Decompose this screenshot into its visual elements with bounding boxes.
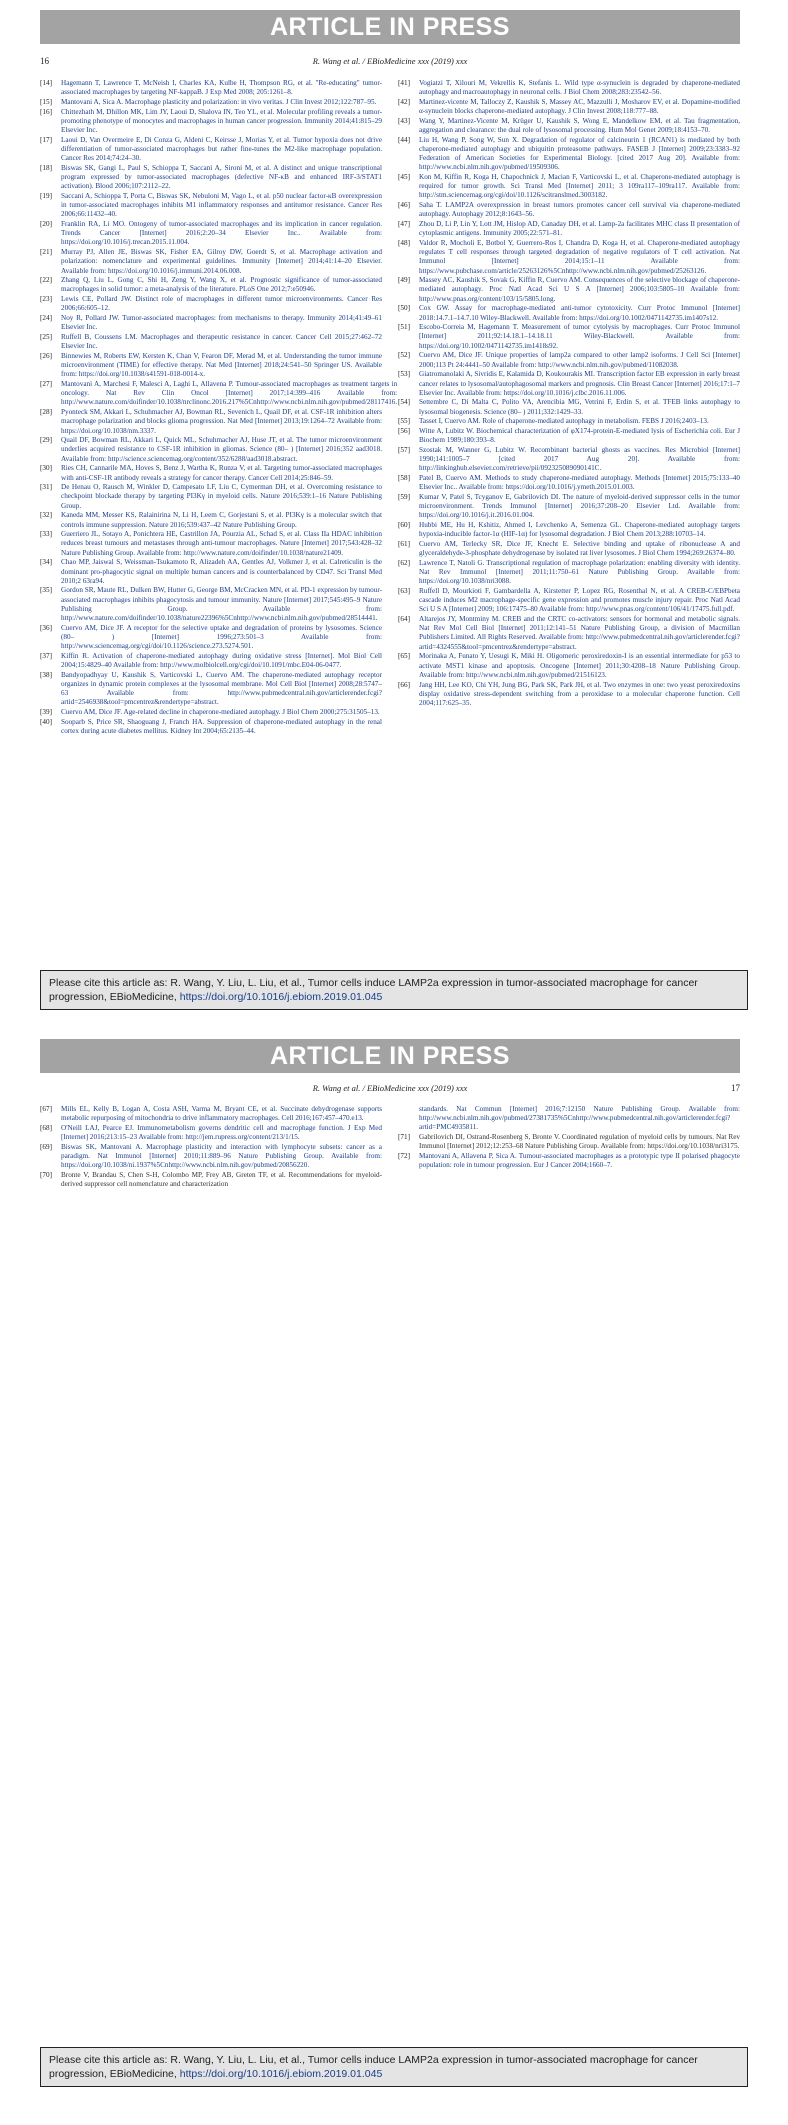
reference-entry[interactable]: [40, 276, 382, 294]
reference-entry[interactable]: [40, 511, 382, 529]
reference-entry[interactable]: [40, 333, 382, 351]
reference-text[interactable]: Sooparb S, Price SR, Shaoguang J, Franch HA. Suppression of chaperone-mediated autophagy in the renal cortex during acute diabetes mellitus. Kidney Int 2004;65:2135–44.: [61, 717, 382, 736]
reference-text[interactable]: Bandyopadhyay U, Kaushik S, Varticovski L, Cuervo AM. The chaperone-mediated autophagy receptor organizes in dynamic protein complexes at the lysosomal membrane. Mol Cell Biol [Internet] 2008;28:5747–63 Available from: http://www.pubmedcentral.nih.gov/articlerender.fcgi?artid=2546938&tool=pmcentrez&rendertype=abstract.: [61, 670, 382, 707]
reference-text[interactable]: Murray PJ, Allen JE, Biswas SK, Fisher EA, Gilroy DW, Goerdt S, et al. Macrophage activation and polarization: nomenclature and experimental guidelines. Immunity [Internet] 2014;41:14–20 Elsevier. Available from: https://doi.org/10.1016/j.immuni.2014.06.008.: [61, 248, 382, 275]
reference-text[interactable]: Patel B, Cuervo AM. Methods to study chaperone-mediated autophagy. Methods [Internet] 2015;75:133–40 Elsevier Inc.. Available from: https://doi.org/10.1016/j.ymeth.2015.01.003.: [419, 474, 740, 492]
reference-text[interactable]: Hubbi ME, Hu H, Kshitiz, Ahmed I, Levchenko A, Semenza GL. Chaperone-mediated autophagy targets hypoxia-inducible factor-1α (HIF-1α) for lysosomal degradation. J Biol Chem 2013;288:10703–14.: [419, 521, 740, 539]
reference-number: [54]: [398, 398, 410, 407]
reference-text[interactable]: Chao MP, Jaiswal S, Weissman-Tsukamoto R, Alizadeh AA, Gentles AJ, Volkmer J, et al. Calreticulin is the dominant pro-phagocytic signal on multiple human cancers and is counterbalanced by CD47. Sci Transl Med 2010;2 63ra94.: [61, 558, 382, 585]
reference-text[interactable]: Franklin RA, Li MO. Ontogeny of tumor-associated macrophages and its implication in cancer regulation. Trends Cancer [Internet] 2016;2:20–34 Elsevier Inc.. Available from: https://doi.org/10.1016/j.trecan.2015.11.004.: [61, 220, 382, 247]
reference-text[interactable]: Mantovani A, Sica A. Macrophage plasticity and polarization: in vivo veritas. J Clin Invest 2012;122:787–95.: [61, 97, 377, 106]
citation-box: [40, 970, 748, 1010]
reference-text[interactable]: Noy R, Pollard JW. Tumor-associated macrophages: from mechanisms to therapy. Immunity 2014;41:49–61 Elsevier Inc.: [61, 314, 382, 332]
reference-number: [63]: [398, 586, 410, 595]
reference-text[interactable]: Kon M, Kiffin R, Koga H, Chapochnick J, Macian F, Varticovski L, et al. Chaperone-mediated autophagy is required for tumor growth. Sci Transl Med [Internet] 2011; 3 109ra117–109ra117. Available from: http://stm.sciencemag.org/cgi/doi/10.1126/scitranslmed.3003182.: [419, 173, 740, 200]
reference-text[interactable]: Kaneda MM, Messer KS, Ralainirina N, Li H, Leem C, Gorjestani S, et al. PI3Kγ is a molecular switch that controls immune suppression. Nature 2016;539:437–42 Nature Publishing Group.: [61, 511, 382, 529]
reference-text[interactable]: De Henau O, Rausch M, Winkler D, Campesato LF, Liu C, Cymerman DH, et al. Overcoming resistance to checkpoint blockade therapy by targeting PI3Kγ in myeloid cells. Nature 2016;539:1–16 Nature Publishing Group.: [61, 483, 382, 510]
reference-text[interactable]: Vogiatzi T, Xilouri M, Vekrellis K, Stefanis L. Wild type α-synuclein is degraded by chaperone-mediated autophagy and macroautophagy in neuronal cells. J Biol Chem 2008;283:23542–56.: [419, 79, 740, 97]
reference-number: [68]: [40, 1123, 52, 1132]
reference-number: [15]: [40, 97, 52, 106]
reference-number: [56]: [398, 427, 410, 436]
reference-entry[interactable]: [40, 718, 382, 736]
reference-text[interactable]: Giatromanolaki A, Sivridis E, Kalamida D, Koukourakis MI. Transcription factor EB expression in early breast cancer relates to lysosomal/autophagosomal markers and prognosis. Clin Breast Cancer [Internet] 2016;17:1–7 Elsevier Inc. Available from: https://doi.org/10.1016/j.clbc.2016.11.006.: [419, 370, 740, 397]
reference-number: [58]: [398, 474, 410, 483]
reference-text[interactable]: Bronte V, Brandau S, Chen S-H, Colombo MP, Frey AB, Greten TF, et al. Recommendations for myeloid-derived suppressor cell nomenclature and characterization: [61, 1170, 382, 1189]
reference-entry[interactable]: [398, 98, 740, 116]
reference-text[interactable]: Biswas SK, Mantovani A. Macrophage plasticity and interaction with lymphocyte subsets: cancer as a paradigm. Nat Immunol [Internet] 2010;11:889–96 Nature Publishing Group. Available from: https://doi.org/10.1038/ni.1937%5Cnhttp://www.ncbi.nlm.nih.gov/pubmed/20856220.: [61, 1142, 382, 1170]
reference-text[interactable]: Saccani A, Schioppa T, Porta C, Biswas SK, Nebuloni M, Vago L, et al. p50 nuclear factor-κB overexpression in tumor-associated macrophages inhibits M1 inflammatory responses and antitumor resistance. Cancer Res 2006;66:11432–40.: [61, 191, 382, 219]
reference-number: [28]: [40, 408, 52, 417]
reference-number: [72]: [398, 1152, 410, 1161]
reference-number: [21]: [40, 248, 52, 257]
page-17: [0, 1035, 788, 2125]
reference-number: [60]: [398, 521, 410, 530]
reference-entry[interactable]: [40, 436, 382, 464]
reference-number: [59]: [398, 492, 410, 501]
right-column: [398, 79, 740, 737]
reference-number: [33]: [40, 530, 52, 539]
reference-number: [29]: [40, 436, 52, 445]
reference-text[interactable]: Ruffell D, Mourkioti F, Gambardella A, Kirstetter P, Lopez RG, Rosenthal N, et al. A CREB-C/EBPbeta cascade induces M2 macrophage-specific gene expression and promotes muscle injury repair. Proc Natl Acad Sci U S A [Internet] 2009; 106:17475–80 Available from: http://www.pnas.org/content/106/41/17475.full.pdf.: [419, 586, 740, 614]
reference-entry[interactable]: [40, 1171, 382, 1189]
running-header: [40, 1083, 740, 1099]
reference-number: [46]: [398, 201, 410, 210]
reference-entry[interactable]: [40, 314, 382, 332]
reference-number: [23]: [40, 295, 52, 304]
reference-entry[interactable]: [398, 117, 740, 135]
reference-number: [34]: [40, 558, 52, 567]
reference-number: [30]: [40, 464, 52, 473]
reference-number: [53]: [398, 370, 410, 379]
reference-text[interactable]: Zhang Q, Liu L, Gong C, Shi H, Zeng Y, Wang X, et al. Prognostic significance of tumor-associated macrophages in solid tumor: a meta-analysis of the literature. PLoS One 2012;7:e50946.: [61, 276, 382, 294]
reference-number: [67]: [40, 1105, 52, 1113]
journal-line: R. Wang et al. / EBioMedicine xxx (2019) xxx: [312, 1083, 468, 1093]
reference-entry[interactable]: [398, 1152, 740, 1170]
reference-number: [48]: [398, 238, 410, 247]
reference-entry[interactable]: [398, 1133, 740, 1151]
reference-number: [18]: [40, 163, 52, 172]
running-header: [40, 56, 740, 72]
reference-number: [42]: [398, 97, 410, 106]
reference-text[interactable]: Lewis CE, Pollard JW. Distinct role of macrophages in different tumor microenvironments. Cancer Res 2006;66:605–12.: [61, 295, 382, 313]
reference-entry[interactable]: [398, 220, 740, 238]
reference-number: [17]: [40, 135, 52, 144]
reference-entry[interactable]: [398, 201, 740, 219]
reference-entry[interactable]: [40, 380, 398, 408]
reference-text[interactable]: Mantovani A, Marchesi F, Malesci A, Laghi L, Allavena P. Tumour-associated macrophages as treatment targets in oncology. Nat Rev Clin Oncol [Internet] 2017;14:399–416 Available from: http://www.nature.com/doifinder/10.1038/nrclinonc.2016.217%5Cnhttp://www.ncbi.nlm.nih.gov/pubmed/28117416.: [61, 380, 398, 407]
article-in-press-banner: ARTICLE IN PRESS: [40, 1039, 740, 1073]
reference-entry[interactable]: [40, 164, 382, 192]
reference-number: [40]: [40, 717, 52, 726]
reference-entry[interactable]: [398, 351, 740, 369]
reference-number: [47]: [398, 220, 410, 229]
page-number: 16: [40, 56, 49, 66]
reference-number: [36]: [40, 623, 52, 632]
reference-number: [41]: [398, 79, 410, 87]
reference-entry[interactable]: [40, 408, 382, 436]
reference-text[interactable]: Biswas SK, Gangi L, Paul S, Schioppa T, Saccani A, Sironi M, et al. A distinct and unique transcriptional program expressed by tumor-associated macrophages (defective NF-κB and enhanced IRF-3/STAT1 activation). Blood 2006;107:2112–22.: [61, 163, 382, 191]
reference-entry[interactable]: [40, 671, 382, 708]
reference-text[interactable]: Gordon SR, Maute RL, Dulken BW, Hutter G, George BM, McCracken MN, et al. PD-1 expression by tumour-associated macrophages inhibits phagocytosis and tumour immunity. Nature [Internet] 2017;545:495–9 Nature Publishing Group. Available from: http://www.nature.com/doifinder/10.1038/nature22396%5Cnhttp://www.ncbi.nlm.nih.gov/pubmed/28514441.: [61, 586, 382, 623]
reference-number: [38]: [40, 670, 52, 679]
reference-entry[interactable]: [40, 708, 382, 717]
reference-number: [24]: [40, 314, 52, 323]
reference-number: [45]: [398, 173, 410, 182]
reference-number: [52]: [398, 351, 410, 360]
reference-number: [43]: [398, 116, 410, 125]
reference-number: [49]: [398, 276, 410, 285]
reference-text[interactable]: Cuervo AM, Dice JF. Unique properties of lamp2a compared to other lamp2 isoforms. J Cell Sci [Internet] 2000;113 Pt 24:4441–50 Available from: http://www.ncbi.nlm.nih.gov/pubmed/11082038.: [419, 351, 740, 369]
reference-text[interactable]: Jang HH, Lee KO, Chi YH, Jung BG, Park SK, Park JH, et al. Two enzymes in one: two yeast peroxiredoxins display oxidative stress-dependent switching from a peroxidase to a molecular chaperone function. Cell 2004;117:625–35.: [419, 680, 740, 707]
reference-entry[interactable]: [40, 1124, 382, 1142]
reference-entry[interactable]: [398, 446, 740, 474]
reference-number: [398, 1105, 419, 1133]
reference-number: [51]: [398, 323, 410, 332]
left-column: [40, 1105, 382, 1190]
reference-number: [55]: [398, 417, 410, 426]
reference-text[interactable]: Settembre C, Di Malta C, Polito VA, Arencibia MG, Vetrini F, Erdin S, et al. TFEB links autophagy to lysosomal biogenesis. Science (80– ) 2011;332:1429–33.: [419, 398, 740, 416]
left-column: [40, 79, 398, 737]
citation-doi-link[interactable]: https://doi.org/10.1016/j.ebiom.2019.01.045: [179, 991, 383, 1003]
reference-entry[interactable]: [398, 540, 740, 558]
journal-line: R. Wang et al. / EBioMedicine xxx (2019) xxx: [312, 56, 468, 66]
reference-entry[interactable]: [398, 1105, 740, 1133]
reference-text[interactable]: Ries CH, Cannarile MA, Hoves S, Benz J, Wartha K, Runza V, et al. Targeting tumor-associated macrophages with anti-CSF-1R antibody reveals a strategy for cancer therapy. Cancer Cell 2014;25:846–59.: [61, 464, 382, 482]
reference-text[interactable]: Witte A, Lubitz W. Biochemical characterization of φX174-protein-E-mediated lysis of Escherichia coli. Eur J Biochem 1989;180:393–8.: [419, 427, 740, 445]
reference-entry[interactable]: [40, 624, 382, 652]
reference-text[interactable]: Cuervo AM, Dice JF. A receptor for the selective uptake and degradation of proteins by lysosomes. Science (80– ) [Internet] 1996;273:501–3 Available from: http://www.sciencemag.org/cgi/doi/10.1126/science.273.5274.501.: [61, 623, 382, 651]
page-number: 17: [731, 1083, 740, 1093]
reference-text[interactable]: Zhou D, Li P, Lin Y, Lott JM, Hislop AD, Canaday DH, et al. Lamp-2a facilitates MHC class II presentation of cytoplasmic antigens. Immunity 2005;22:571–81.: [419, 220, 740, 238]
citation-text: Please cite this article as: R. Wang, Y. Liu, L. Liu, et al., Tumor cells induce LAMP2a expression in tumor-associated macrophage for cancer progression, EBioMedicine,: [49, 977, 698, 1003]
reference-entry[interactable]: [40, 464, 382, 482]
reference-number: [70]: [40, 1170, 52, 1179]
reference-entry[interactable]: [40, 192, 382, 220]
reference-entry[interactable]: [398, 587, 740, 615]
reference-text[interactable]: Liu H, Wang P, Song W, Sun X. Degradation of regulator of calcineurin 1 (RCAN1) is mediated by both chaperone-mediated autophagy and ubiquitin proteasome pathways. FASEB J [Internet] 2009;23:3383–92 Federation of American Societies for Experimental Biology. [cited 2017 Aug 20]. Available from: http://www.ncbi.nlm.nih.gov/pubmed/19509306.: [419, 135, 740, 172]
reference-entry[interactable]: [398, 493, 740, 521]
citation-text: Please cite this article as: R. Wang, Y. Liu, L. Liu, et al., Tumor cells induce LAMP2a expression in tumor-associated macrophage for cancer progression, EBioMedicine,: [49, 2054, 698, 2080]
reference-entry[interactable]: [40, 1143, 382, 1171]
reference-number: [19]: [40, 191, 52, 200]
reference-entry[interactable]: [40, 79, 382, 97]
reference-entry[interactable]: [40, 220, 382, 248]
reference-text[interactable]: Martinez-vicente M, Talloczy Z, Kaushik S, Massey AC, Mazzulli J, Mosharov EV, et al. Dopamine-modified α-synuclein blocks chaperone-mediated autophagy. J Clin Invest 2008;118:777–88.: [419, 97, 740, 116]
reference-number: [57]: [398, 445, 410, 454]
page-16: [0, 0, 788, 1035]
reference-text[interactable]: Wang Y, Martinez-Vicente M, Krüger U, Kaushik S, Wong E, Mandelkow EM, et al. Tau fragmentation, aggregation and clearance: the dual role of lysosomal processing. Hum Mol Genet 2009;18:4153–70.: [419, 116, 740, 135]
reference-text[interactable]: Gabrilovich DI, Ostrand-Rosenberg S, Bronte V. Coordinated regulation of myeloid cells by tumours. Nat Rev Immunol [Internet] 2012;12:253–68 Nature Publishing Group. Available from: https://doi.org/10.1038/nri3175.: [419, 1133, 740, 1151]
reference-text[interactable]: Escobo-Correia M, Hagemann T. Measurement of tumor cytolysis by macrophages. Curr Protoc Immunol [Internet] 2011;92:14.18.1–14.18.11 Wiley-Blackwell. Available from: https://doi.org/10.1002/0471142735.im1418s92.: [419, 323, 740, 350]
reference-number: [66]: [398, 680, 410, 689]
reference-entry[interactable]: [398, 521, 740, 539]
reference-text[interactable]: Saha T. LAMP2A overexpression in breast tumors promotes cancer cell survival via chaperone-mediated autophagy. Autophagy 2012;8:1643–56.: [419, 201, 740, 219]
reference-number: [31]: [40, 483, 52, 492]
reference-entry[interactable]: [398, 136, 740, 173]
reference-entry[interactable]: [398, 304, 740, 322]
reference-entry[interactable]: [40, 248, 382, 276]
reference-entry[interactable]: [40, 530, 382, 558]
reference-entry[interactable]: [40, 295, 382, 313]
reference-entry[interactable]: [40, 136, 382, 164]
reference-text[interactable]: standards. Nat Commun [Internet] 2016;7:12150 Nature Publishing Group. Available from: http://www.ncbi.nlm.nih.gov/pubmed/27381735%5Cnhttp://www.pubmedcentral.nih.gov/articlerender.fcgi?artid=PMC4935811.: [419, 1105, 740, 1132]
reference-number: [71]: [398, 1133, 410, 1142]
reference-text[interactable]: Tasset I, Cuervo AM. Role of chaperone-mediated autophagy in metabolism. FEBS J 2016;2403–13.: [419, 417, 709, 426]
reference-text[interactable]: Guerriero JL, Sotayo A, Ponichtera HE, Castrillon JA, Pourzia AL, Schad S, et al. Class IIa HDAC inhibition reduces breast tumours and metastases through anti-tumour macrophages. Nature [Internet] 2017;543:428–32 Nature Publishing Group. Available from: http://www.nature.com/doifinder/10.1038/nature21409.: [61, 530, 382, 557]
reference-entry[interactable]: [40, 352, 382, 380]
citation-doi-link[interactable]: https://doi.org/10.1016/j.ebiom.2019.01.045: [179, 2068, 383, 2080]
reference-number: [14]: [40, 79, 52, 87]
reference-entry[interactable]: [398, 276, 740, 304]
reference-entry[interactable]: [40, 558, 382, 586]
reference-number: [44]: [398, 135, 410, 144]
reference-number: [65]: [398, 652, 410, 661]
reference-entry[interactable]: [398, 239, 740, 276]
reference-text[interactable]: Kumar V, Patel S, Tcyganov E, Gabrilovich DI. The nature of myeloid-derived suppressor cells in the tumor microenvironment. Trends Immunol [Internet] 2016;37:208–20 Elsevier Ltd. Available from: https://doi.org/10.1016/j.it.2016.01.004.: [419, 492, 740, 520]
reference-number: [16]: [40, 107, 52, 116]
reference-entry[interactable]: [40, 483, 382, 511]
reference-text[interactable]: Ruffell B, Coussens LM. Macrophages and therapeutic resistance in cancer. Cancer Cell 2015;27:462–72 Elsevier Inc.: [61, 332, 382, 351]
reference-text[interactable]: Kiffin R. Activation of chaperone-mediated autophagy during oxidative stress [Internet]. Mol Biol Cell 2004;15:4829–40 Available from: http://www.molbiolcell.org/cgi/doi/10.1091/mbc.E04-06-0477.: [61, 651, 382, 670]
reference-entry[interactable]: [398, 427, 740, 445]
reference-entry[interactable]: [40, 108, 382, 136]
reference-text[interactable]: O'Neill LAJ, Pearce EJ. Immunometabolism governs dendritic cell and macrophage function. J Exp Med [Internet] 2016;213:15–23 Available from: http://jem.rupress.org/content/213/1/15.: [61, 1123, 382, 1142]
reference-number: [22]: [40, 276, 52, 285]
reference-text[interactable]: Cuervo AM, Dice JF. Age-related decline in chaperone-mediated autophagy. J Biol Chem 2000;275:31505–13.: [61, 708, 380, 717]
reference-text[interactable]: Binnewies M, Roberts EW, Kersten K, Chan V, Fearon DF, Merad M, et al. Understanding the tumor immune microenvironment (TIME) for effective therapy. Nat Med [Internet] 2018;24:541–50 Springer US. Available from: https://doi.org/10.1038/s41591-018-0014-x.: [61, 351, 382, 379]
reference-text[interactable]: Massey AC, Kaushik S, Sovak G, Kiffin R, Cuervo AM. Consequences of the selective blockage of chaperone-mediated autophagy. Proc Natl Acad Sci U S A [Internet] 2006;103:5805–10 Available from: http://www.pnas.org/content/103/15/5805.long.: [419, 276, 740, 303]
reference-entry[interactable]: [398, 173, 740, 201]
reference-number: [62]: [398, 558, 410, 567]
reference-number: [37]: [40, 651, 52, 660]
reference-text[interactable]: Mills EL, Kelly B, Logan A, Costa ASH, Varma M, Bryant CE, et al. Succinate dehydrogenase supports metabolic repurposing of mitochondria to drive inflammatory macrophages. Cell 2016;167:457–470.e13.: [61, 1105, 382, 1123]
citation-box: [40, 2047, 748, 2087]
reference-entry[interactable]: [40, 586, 382, 623]
reference-entry[interactable]: [398, 559, 740, 587]
reference-text[interactable]: Szostak M, Wanner G, Lubitz W. Recombinant bacterial ghosts as vaccines. Res Microbiol [Internet] 1990;141:1005–7 [cited 2017 Aug 20]. Available from: http://linkinghub.elsevier.com/retrieve/pii/092325089090141C.: [419, 445, 740, 473]
reference-text[interactable]: Altarejos JY, Montminy M. CREB and the CRTC co-activators: sensors for hormonal and metabolic signals. Nat Rev Mol Cell Biol [Internet] 2011;12:141–51 Nature Publishing Group, a division of Macmillan Publishers Limited. All Rights Reserved. Available from: http://www.pubmedcentral.nih.gov/articlerender.fcgi?artid=4324555&tool=pmcentrez&rendertype=abstract.: [419, 615, 740, 651]
reference-entry[interactable]: [398, 652, 740, 680]
reference-number: [25]: [40, 332, 52, 341]
reference-columns: [40, 1105, 740, 1190]
right-column: [398, 1105, 740, 1190]
reference-entry[interactable]: [40, 652, 382, 670]
reference-number: [27]: [40, 380, 52, 388]
reference-number: [50]: [398, 304, 410, 313]
reference-text[interactable]: Lawrence T, Natoli G. Transcriptional regulation of macrophage polarization: enabling diversity with identity. Nat Rev Immunol [Internet] 2011;11:750–61 Nature Publishing Group. Available from: https://doi.org/10.1038/nri3088.: [419, 558, 740, 586]
reference-entry[interactable]: [398, 417, 740, 426]
reference-number: [64]: [398, 615, 410, 624]
reference-text[interactable]: Morinaka A, Funato Y, Uesugi K, Miki H. Oligomeric peroxiredoxin-I is an essential intermediate for p53 to activate MST1 kinase and apoptosis. Oncogene [Internet] 2011;30:4208–18 Nature Publishing Group. Available from: http://www.ncbi.nlm.nih.gov/pubmed/21516123.: [419, 652, 740, 679]
reference-entry[interactable]: [398, 79, 740, 97]
article-in-press-banner: ARTICLE IN PRESS: [40, 10, 740, 44]
reference-text[interactable]: Laoui D, Van Overmeire E, Di Conza G, Aldeni C, Keirsse J, Morias Y, et al. Tumor hypoxia does not drive differentiation of tumor-associated macrophages but rather fine-tunes the M2-like macrophage population. Cancer Res 2014;74:24–30.: [61, 135, 382, 163]
reference-text[interactable]: Pyonteck SM, Akkari L, Schuhmacher AJ, Bowman RL, Sevenich L, Quail DF, et al. CSF-1R inhibition alters macrophage polarization and blocks glioma progression. Nat Med [Internet] 2013;19:1264–72 Available from: https://doi.org/10.1038/nm.3337.: [61, 408, 382, 435]
reference-entry[interactable]: [398, 615, 740, 652]
reference-entry[interactable]: [40, 1105, 382, 1123]
reference-text[interactable]: Mantovani A, Allavena P, Sica A. Tumour-associated macrophages as a prototypic type II polarised phagocyte population: role in tumour progression. Eur J Cancer 2004;1660–7.: [419, 1152, 740, 1170]
reference-number: [20]: [40, 220, 52, 229]
reference-number: [39]: [40, 708, 52, 717]
reference-number: [35]: [40, 586, 52, 595]
reference-entry[interactable]: [398, 398, 740, 416]
reference-text[interactable]: Quail DF, Bowman RL, Akkari L, Quick ML, Schuhmacher AJ, Huse JT, et al. The tumor microenvironment underlies acquired resistance to CSF-1R inhibition in gliomas. Science (80– ) [Internet] 2016;352 aad3018. Available from: http://science.sciencemag.org/content/352/6288/aad3018.abstract.: [61, 436, 382, 463]
reference-text[interactable]: Hagemann T, Lawrence T, McNeish I, Charles KA, Kulbe H, Thompson RG, et al. "Re-educating" tumor-associated macrophages by targeting NF-kappaB. J Exp Med 2008; 205:1261–8.: [61, 79, 382, 97]
reference-text[interactable]: Cox GW. Assay for macrophage-mediated anti-tumor cytotoxicity. Curr Protoc Immunol [Internet] 2018:14.7.1–14.7.10 Wiley-Blackwell. Available from: https://doi.org/10.1002/0471142735.im1407s12.: [419, 304, 740, 322]
reference-number: [32]: [40, 511, 52, 520]
reference-columns: [40, 79, 740, 737]
reference-entry[interactable]: [398, 370, 740, 398]
reference-number: [61]: [398, 539, 410, 548]
reference-number: [26]: [40, 351, 52, 360]
reference-text[interactable]: Valdor R, Mocholi E, Botbol Y, Guerrero-Ros I, Chandra D, Koga H, et al. Chaperone-mediated autophagy regulates T cell responses through targeted degradation of negative regulators of T cell activation. Nat Immunol [Internet] 2014;15:1–11 Available from: https://www.pubchase.com/article/25263126%5Cnhttp://www.ncbi.nlm.nih.gov/pubmed/25263126.: [419, 238, 740, 275]
reference-entry[interactable]: [398, 323, 740, 351]
reference-text[interactable]: Chittezhath M, Dhillon MK, Lim JY, Laoui D, Shalova IN, Teo YL, et al. Molecular profiling reveals a tumor-promoting phenotype of monocytes and macrophages in human cancer progression. Immunity 2014;41:815–29 Elsevier Inc.: [61, 107, 382, 135]
reference-text[interactable]: Cuervo AM, Terlecky SR, Dice JF, Knecht E. Selective binding and uptake of ribonuclease A and glyceraldehyde-3-phosphate dehydrogenase by isolated rat liver lysosomes. J Biol Chem 1994;269:26374–80.: [419, 539, 740, 558]
reference-number: [69]: [40, 1142, 52, 1151]
reference-entry[interactable]: [398, 474, 740, 492]
reference-entry[interactable]: [398, 681, 740, 709]
reference-entry[interactable]: [40, 98, 382, 107]
